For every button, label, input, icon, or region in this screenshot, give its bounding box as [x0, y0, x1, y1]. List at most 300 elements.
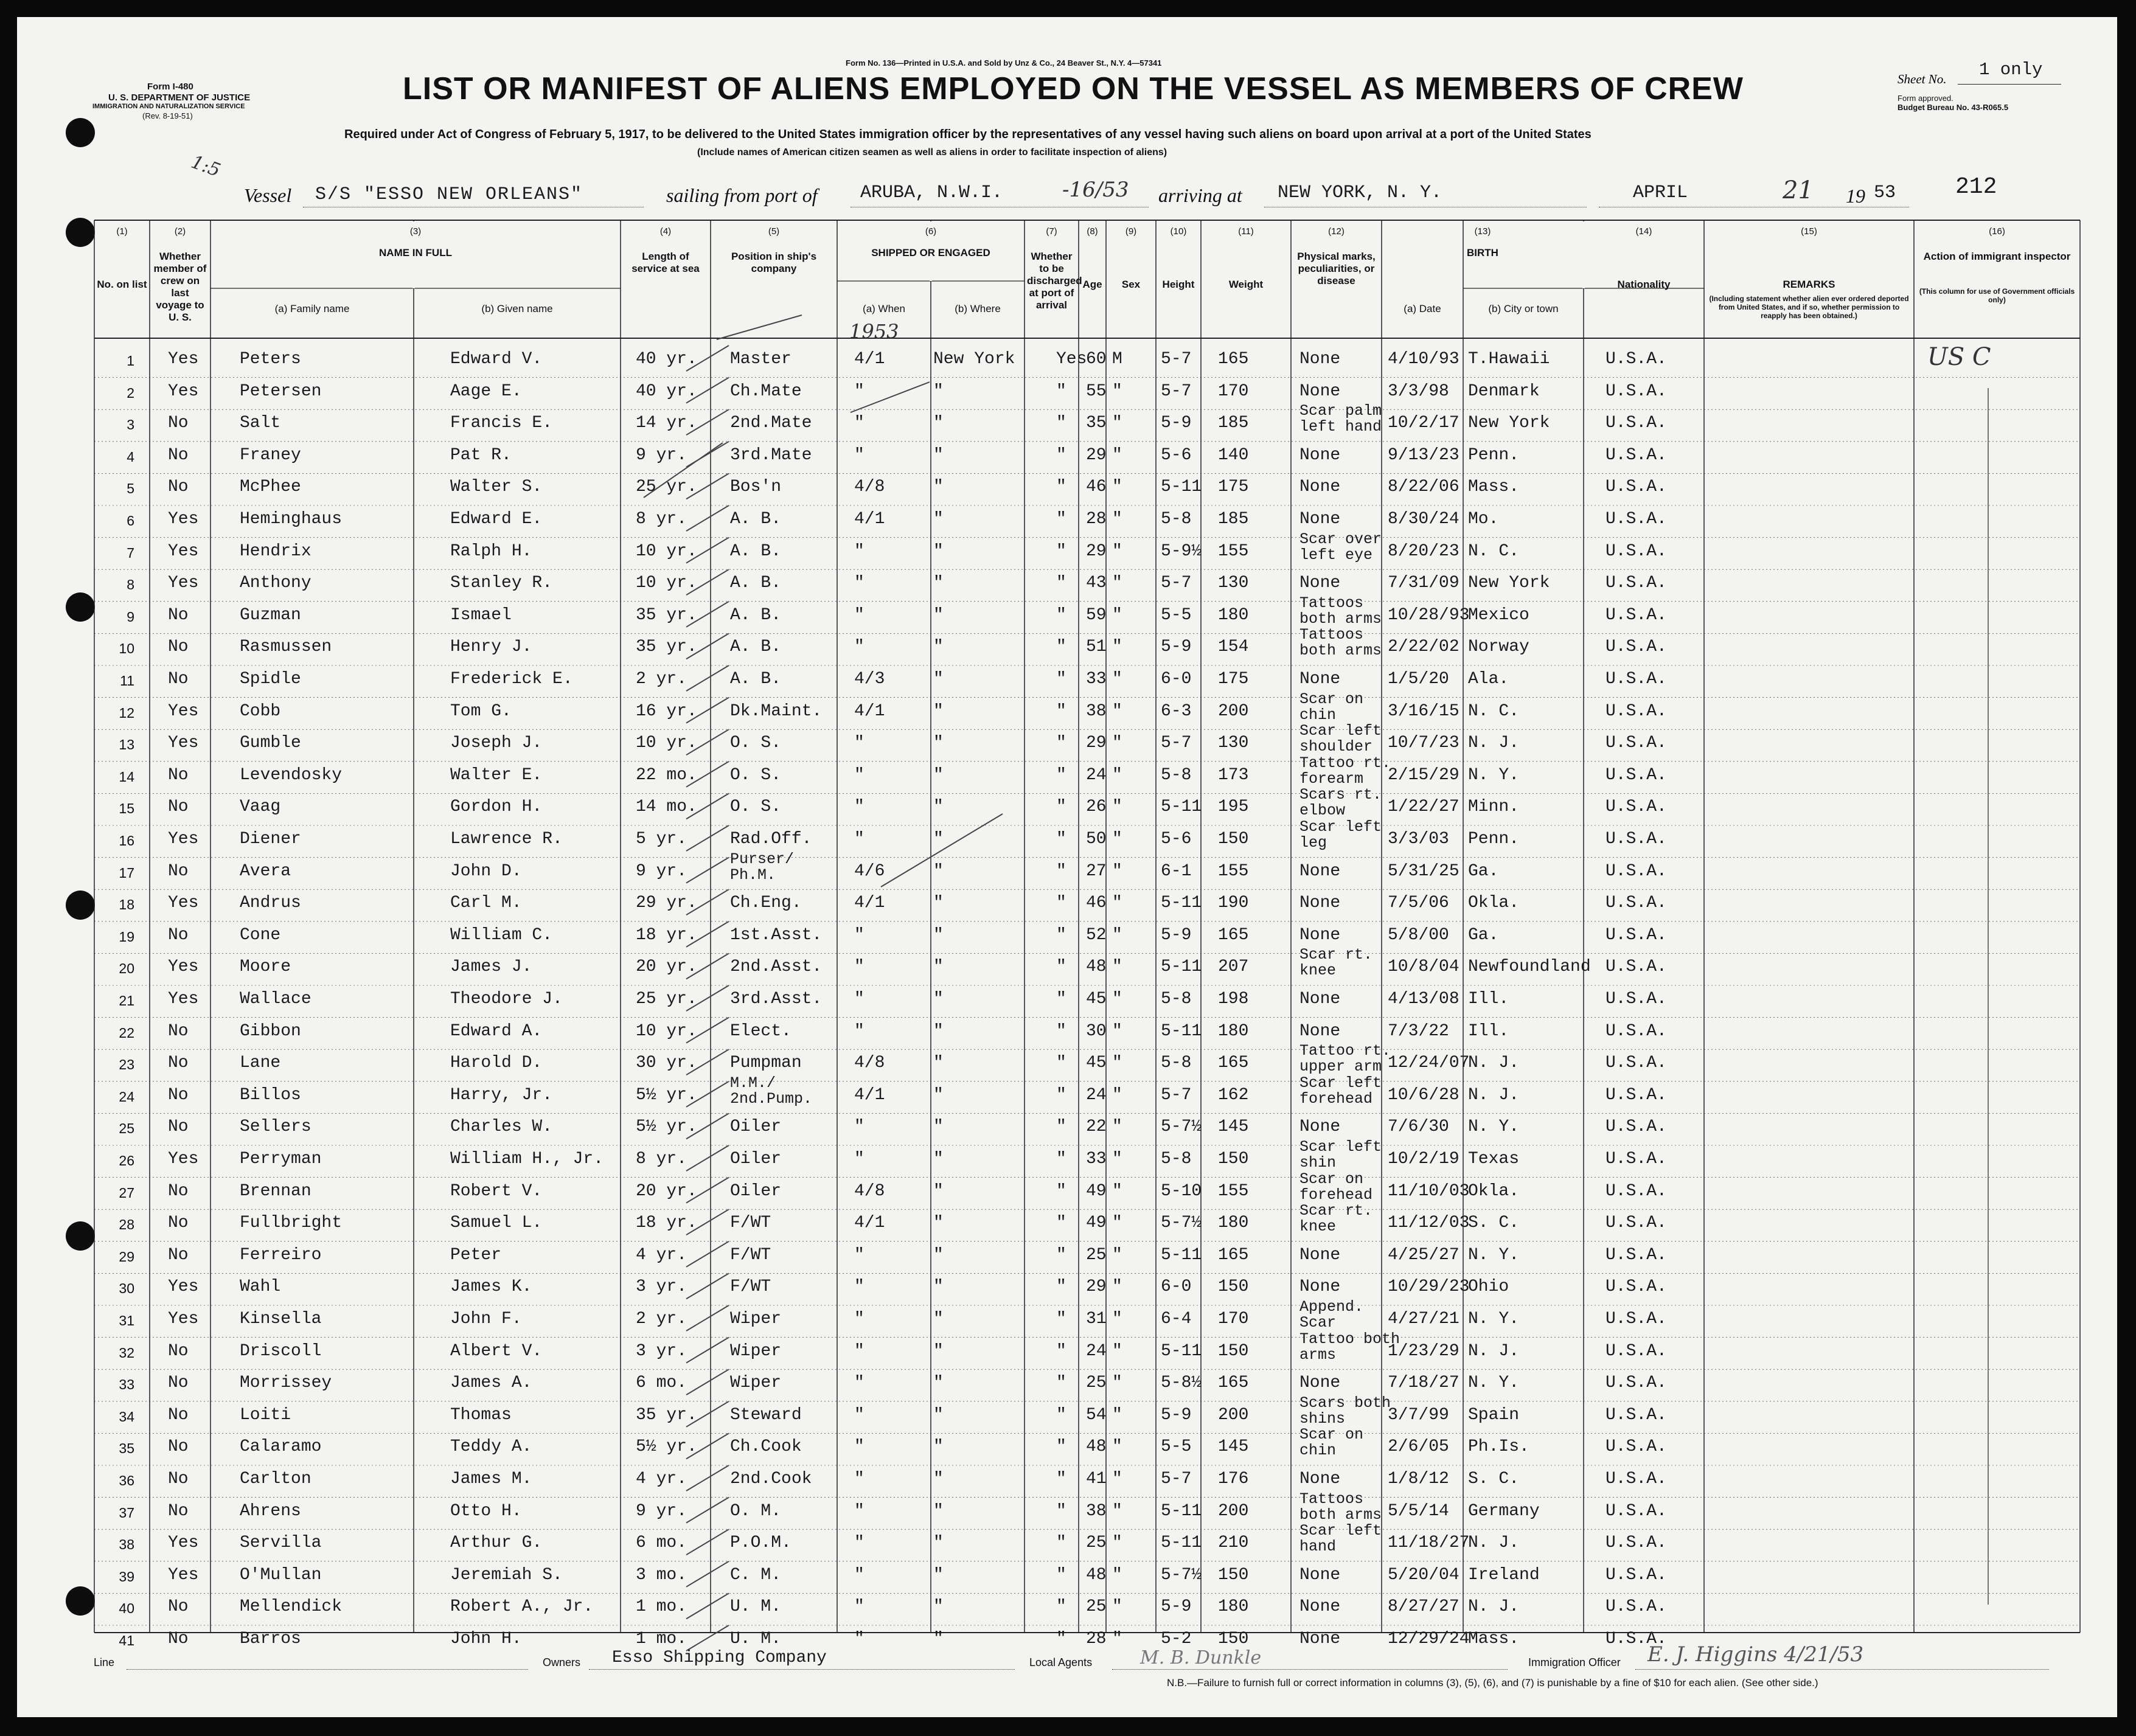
column-label: Action of immigrant inspector [1923, 251, 2071, 262]
cell-sex: " [1112, 894, 1122, 913]
cell-discharge: " [1056, 1597, 1066, 1617]
cell-birth-date: 5/8/00 [1388, 925, 1449, 945]
cell-birth-city: N. J. [1468, 734, 1520, 753]
cell-discharge: Yes [1056, 350, 1087, 369]
cell-marks: Scar left forehead [1299, 1074, 1382, 1108]
sailing-label: sailing from port of [666, 184, 818, 206]
cell-given: Walter E. [450, 765, 543, 785]
cell-weight: 185 [1218, 510, 1249, 529]
cell-age: 33 [1086, 670, 1107, 689]
cell-where: " [933, 637, 944, 657]
cell-discharge: " [1056, 1501, 1066, 1521]
line-number: 14 [119, 768, 134, 785]
cell-when: 4/1 [854, 701, 885, 721]
cell-nationality: U.S.A. [1605, 574, 1667, 593]
cell-nationality: U.S.A. [1605, 414, 1667, 433]
cell-weight: 155 [1218, 541, 1249, 561]
cell-discharge: " [1056, 574, 1066, 593]
cell-nationality: U.S.A. [1605, 830, 1667, 849]
cell-age: 29 [1086, 445, 1107, 465]
cell-given: Edward E. [450, 510, 543, 529]
cell-height: 5-11 [1161, 1533, 1202, 1553]
owners-value: Esso Shipping Company [612, 1648, 827, 1667]
cell-sex: " [1112, 830, 1122, 849]
cell-birth-date: 10/2/17 [1388, 414, 1459, 433]
cell-discharge: " [1056, 1437, 1066, 1457]
cell-birth-date: 7/18/27 [1388, 1373, 1459, 1393]
cell-sex: " [1112, 1405, 1122, 1425]
cell-birth-city: Mexico [1468, 605, 1529, 625]
column-label: SHIPPED OR ENGAGED [871, 247, 990, 259]
cell-nationality: U.S.A. [1605, 1373, 1667, 1393]
cell-given: William H., Jr. [450, 1150, 604, 1168]
column-number: (9) [1125, 226, 1137, 237]
cell-marks: Scar on forehead [1299, 1170, 1373, 1204]
cell-age: 59 [1086, 605, 1107, 625]
cell-position: U. M. [730, 1630, 782, 1648]
cell-nationality: U.S.A. [1605, 1310, 1667, 1328]
cell-discharge: " [1056, 1213, 1066, 1233]
cell-prev: Yes [168, 830, 199, 849]
cell-position: 2nd.Asst. [730, 957, 823, 977]
column-sub-a: (a) Family name [274, 303, 350, 314]
check-mark [686, 665, 729, 691]
cell-birth-city: Penn. [1468, 830, 1520, 849]
cell-sex: " [1112, 957, 1122, 977]
cell-sex: " [1112, 541, 1122, 561]
footer-owners-label: Owners [543, 1656, 581, 1668]
cell-service: 35 yr. [636, 637, 697, 657]
cell-service: 22 mo. [636, 765, 697, 785]
check-mark [686, 1338, 729, 1363]
budget-bureau: Budget Bureau No. 43-R065.5 [1898, 103, 2009, 112]
cell-birth-date: 4/10/93 [1388, 350, 1459, 369]
cell-weight: 175 [1218, 670, 1249, 689]
cell-where: " [933, 765, 944, 785]
check-mark [686, 1561, 729, 1587]
cell-service: 25 yr. [636, 477, 697, 497]
cell-service: 9 yr. [636, 1501, 687, 1521]
check-mark [686, 1273, 729, 1299]
vessel-label: Vessel [244, 184, 292, 206]
cell-sex: " [1112, 925, 1122, 945]
cell-family: Perryman [240, 1150, 322, 1168]
cell-discharge: " [1056, 1470, 1066, 1488]
line-number: 6 [127, 513, 134, 529]
cell-prev: Yes [168, 381, 199, 401]
cell-age: 30 [1086, 1021, 1107, 1041]
cell-where: " [933, 1630, 944, 1648]
cell-family: Morrissey [240, 1373, 332, 1393]
cell-position: 1st.Asst. [730, 925, 823, 945]
cell-birth-city: Mass. [1468, 477, 1520, 497]
margin-note: 1:5 [188, 151, 223, 182]
cell-family: Calaramo [240, 1437, 322, 1457]
cell-marks: None [1299, 1373, 1341, 1393]
cell-birth-city: N. J. [1468, 1533, 1520, 1553]
cell-height: 6-4 [1161, 1310, 1192, 1328]
cell-nationality: U.S.A. [1605, 1630, 1667, 1648]
column-number: (16) [1989, 226, 2005, 237]
cell-marks: None [1299, 381, 1341, 401]
cell-where: " [933, 1245, 944, 1265]
cell-age: 46 [1086, 894, 1107, 913]
cell-birth-date: 8/30/24 [1388, 510, 1459, 529]
line-number: 8 [127, 577, 134, 593]
cell-prev: Yes [168, 574, 199, 593]
cell-prev: No [168, 1597, 189, 1617]
cell-birth-date: 2/22/02 [1388, 637, 1459, 657]
cell-weight: 210 [1218, 1533, 1249, 1553]
cell-weight: 165 [1218, 1245, 1249, 1265]
cell-when: " [854, 1597, 864, 1617]
column-label: Whether to be discharged at port of arrival [1027, 251, 1082, 311]
cell-birth-date: 2/15/29 [1388, 765, 1459, 785]
cell-age: 31 [1086, 1310, 1107, 1328]
cell-age: 38 [1086, 1501, 1107, 1521]
cell-family: Moore [240, 957, 291, 977]
cell-where: " [933, 990, 944, 1009]
line-number: 16 [119, 833, 134, 849]
column-label: No. on list [97, 279, 147, 290]
cell-position: 3rd.Mate [730, 445, 812, 465]
cell-sex: " [1112, 1437, 1122, 1457]
cell-family: Billos [240, 1085, 301, 1105]
cell-prev: Yes [168, 701, 199, 721]
sheet-value: 1 only [1979, 60, 2043, 80]
cell-position: O. S. [730, 765, 782, 785]
column-number: (15) [1801, 226, 1817, 237]
cell-birth-date: 5/31/25 [1388, 861, 1459, 881]
cell-discharge: " [1056, 381, 1066, 401]
line-underline [127, 1669, 528, 1670]
cell-weight: 198 [1218, 990, 1249, 1009]
cell-family: Wallace [240, 990, 311, 1009]
cell-sex: " [1112, 574, 1122, 593]
cell-service: 40 yr. [636, 350, 697, 369]
cell-position: A. B. [730, 670, 782, 689]
cell-height: 5-8 [1161, 990, 1192, 1009]
cell-age: 25 [1086, 1597, 1107, 1617]
cell-service: 18 yr. [636, 1213, 697, 1233]
cell-marks: Tattoos both arms [1299, 594, 1382, 628]
cell-family: Wahl [240, 1277, 281, 1297]
cell-birth-date: 8/20/23 [1388, 541, 1459, 561]
cell-where: " [933, 1437, 944, 1457]
cell-family: Loiti [240, 1405, 291, 1425]
cell-prev: Yes [168, 510, 199, 529]
cell-age: 29 [1086, 1277, 1107, 1297]
cell-marks: None [1299, 894, 1341, 913]
cell-service: 3 yr. [636, 1277, 687, 1297]
cell-discharge: " [1056, 477, 1066, 497]
cell-position: Oiler [730, 1150, 782, 1168]
cell-height: 5-5 [1161, 605, 1192, 625]
cell-prev: No [168, 861, 189, 881]
cell-discharge: " [1056, 1117, 1066, 1137]
cell-given: Joseph J. [450, 734, 543, 753]
cell-weight: 155 [1218, 861, 1249, 881]
cell-nationality: U.S.A. [1605, 1054, 1667, 1073]
cell-nationality: U.S.A. [1605, 541, 1667, 561]
cell-position: 2nd.Cook [730, 1470, 812, 1488]
cell-marks: Scar rt. knee [1299, 946, 1373, 980]
cell-position: A. B. [730, 510, 782, 529]
line-number: 5 [127, 481, 134, 497]
cell-birth-city: Ill. [1468, 990, 1509, 1009]
cell-position: Bos'n [730, 477, 782, 497]
cell-service: 1 mo. [636, 1630, 687, 1648]
line-number: 4 [127, 448, 134, 465]
cell-service: 29 yr. [636, 894, 697, 913]
column-number: (13) [1474, 226, 1491, 237]
cell-birth-date: 2/6/05 [1388, 1437, 1449, 1457]
cell-nationality: U.S.A. [1605, 637, 1667, 657]
cell-marks: None [1299, 1597, 1341, 1617]
cell-height: 5-10 [1161, 1181, 1202, 1201]
cell-service: 8 yr. [636, 510, 687, 529]
cell-family: Salt [240, 414, 281, 433]
column-number: (11) [1238, 226, 1254, 237]
cell-when: " [854, 1373, 864, 1393]
cell-sex: " [1112, 1150, 1122, 1168]
cell-service: 35 yr. [636, 605, 697, 625]
cell-nationality: U.S.A. [1605, 477, 1667, 497]
vessel-name: S/S "ESSO NEW ORLEANS" [315, 184, 583, 205]
cell-age: 29 [1086, 541, 1107, 561]
cell-birth-date: 7/6/30 [1388, 1117, 1449, 1137]
cell-height: 5-11 [1161, 1341, 1202, 1361]
cell-family: Anthony [240, 574, 311, 593]
cell-nationality: U.S.A. [1605, 605, 1667, 625]
line-number: 10 [119, 641, 134, 657]
cell-when: " [854, 1245, 864, 1265]
column-number: (6) [925, 226, 937, 237]
cell-height: 5-7½ [1161, 1213, 1202, 1233]
cell-marks: Scar on chin [1299, 1426, 1364, 1460]
cell-discharge: " [1056, 734, 1066, 753]
cell-family: Barros [240, 1630, 301, 1648]
cell-prev: Yes [168, 1310, 199, 1328]
cell-nationality: U.S.A. [1605, 1597, 1667, 1617]
cell-height: 5-8 [1161, 1150, 1192, 1168]
arrival-year: 53 [1874, 182, 1896, 203]
cell-discharge: " [1056, 830, 1066, 849]
cell-height: 5-7 [1161, 574, 1192, 593]
agents-signature: M. B. Dunkle [1140, 1647, 1262, 1668]
cell-when: 4/8 [854, 1054, 885, 1073]
cell-family: Driscoll [240, 1341, 322, 1361]
cell-age: 48 [1086, 1565, 1107, 1585]
form-id: Form I-480 [147, 82, 193, 92]
cell-position: 3rd.Asst. [730, 990, 823, 1009]
cell-position: Elect. [730, 1021, 791, 1041]
line-number: 28 [119, 1217, 134, 1233]
line-number: 30 [119, 1280, 134, 1297]
cell-age: 29 [1086, 734, 1107, 753]
cell-discharge: " [1056, 957, 1066, 977]
cell-discharge: " [1056, 1181, 1066, 1201]
cell-prev: Yes [168, 1565, 199, 1585]
cell-when: " [854, 925, 864, 945]
cell-when: " [854, 574, 864, 593]
cell-family: Heminghaus [240, 510, 343, 529]
cell-age: 33 [1086, 1150, 1107, 1168]
cell-where: " [933, 925, 944, 945]
cell-marks: Scar left shin [1299, 1138, 1382, 1172]
cell-service: 10 yr. [636, 574, 697, 593]
column-sub-b: (b) Given name [481, 303, 553, 314]
cell-discharge: " [1056, 990, 1066, 1009]
cell-where: " [933, 1597, 944, 1617]
cell-discharge: " [1056, 925, 1066, 945]
cell-position: Wiper [730, 1341, 782, 1361]
cell-where: " [933, 541, 944, 561]
cell-family: Rasmussen [240, 637, 332, 657]
cell-weight: 150 [1218, 1150, 1249, 1168]
cell-birth-date: 1/8/12 [1388, 1470, 1449, 1488]
cell-given: James M. [450, 1470, 532, 1488]
cell-nationality: U.S.A. [1605, 701, 1667, 721]
cell-birth-date: 5/5/14 [1388, 1501, 1449, 1521]
cell-birth-city: Ohio [1468, 1277, 1509, 1297]
cell-discharge: " [1056, 1373, 1066, 1393]
cell-when: 4/8 [854, 477, 885, 497]
hand-note: -16/53 [1062, 178, 1129, 202]
cell-when: " [854, 1405, 864, 1425]
cell-where: " [933, 1117, 944, 1137]
cell-when: " [854, 1437, 864, 1457]
cell-weight: 180 [1218, 1021, 1249, 1041]
departure-port: ARUBA, N.W.I. [860, 182, 1003, 203]
cell-birth-city: N. J. [1468, 1054, 1520, 1073]
cell-service: 10 yr. [636, 734, 697, 753]
cell-birth-date: 8/22/06 [1388, 477, 1459, 497]
cell-birth-city: Ph.Is. [1468, 1437, 1529, 1457]
column-number: (10) [1170, 226, 1187, 237]
cell-where: " [933, 797, 944, 817]
cell-service: 20 yr. [636, 957, 697, 977]
column-label: Whether member of crew on last voyage to U. S. [153, 251, 207, 323]
column-number: (12) [1328, 226, 1345, 237]
column-number: (1) [116, 226, 128, 237]
cell-sex: " [1112, 1117, 1122, 1137]
cell-position: Oiler [730, 1117, 782, 1137]
cell-given: Otto H. [450, 1501, 522, 1521]
cell-discharge: " [1056, 1277, 1066, 1297]
cell-position: Ch.Eng. [730, 894, 802, 913]
page-title: LIST OR MANIFEST OF ALIENS EMPLOYED ON THE VESSEL AS MEMBERS OF CREW [403, 71, 1744, 106]
cell-age: 52 [1086, 925, 1107, 945]
cell-height: 5-9 [1161, 1597, 1192, 1617]
cell-prev: No [168, 1341, 189, 1361]
cell-given: William C. [450, 925, 553, 945]
cell-discharge: " [1056, 1565, 1066, 1585]
cell-family: Levendosky [240, 765, 343, 785]
cell-position: Ch.Cook [730, 1437, 802, 1457]
column-label: REMARKS [1783, 279, 1835, 290]
cell-prev: No [168, 1373, 189, 1393]
column-note: (This column for use of Government officials only) [1919, 287, 2075, 304]
cell-marks: None [1299, 350, 1341, 369]
cell-sex: " [1112, 1630, 1122, 1648]
cell-service: 3 mo. [636, 1565, 687, 1585]
cell-service: 10 yr. [636, 541, 697, 561]
cell-height: 5-11 [1161, 477, 1202, 497]
cell-height: 6-0 [1161, 670, 1192, 689]
cell-position: A. B. [730, 541, 782, 561]
cell-position: Dk.Maint. [730, 701, 823, 721]
cell-discharge: " [1056, 1630, 1066, 1648]
cell-height: 6-3 [1161, 701, 1192, 721]
footer-agents-label: Local Agents [1029, 1656, 1093, 1668]
cell-position: A. B. [730, 574, 782, 593]
cell-sex: " [1112, 1213, 1122, 1233]
cell-birth-city: N. Y. [1468, 1245, 1520, 1265]
cell-birth-date: 4/13/08 [1388, 990, 1459, 1009]
cell-when: " [854, 765, 864, 785]
cell-marks: None [1299, 510, 1341, 529]
cell-sex: " [1112, 734, 1122, 753]
cell-position: O. M. [730, 1501, 782, 1521]
cell-prev: No [168, 1213, 189, 1233]
cell-age: 49 [1086, 1181, 1107, 1201]
cell-birth-city: N. Y. [1468, 1117, 1520, 1137]
cell-given: Arthur G. [450, 1533, 543, 1553]
cell-sex: " [1112, 637, 1122, 657]
cell-birth-date: 1/5/20 [1388, 670, 1449, 689]
cell-service: 2 yr. [636, 1310, 687, 1328]
cell-where: " [933, 670, 944, 689]
cell-weight: 173 [1218, 765, 1249, 785]
cell-birth-city: Penn. [1468, 445, 1520, 465]
cell-discharge: " [1056, 1245, 1066, 1265]
cell-where: " [933, 1054, 944, 1073]
cell-position: A. B. [730, 637, 782, 657]
cell-sex: " [1112, 1021, 1122, 1041]
cell-given: Jeremiah S. [450, 1565, 563, 1585]
cell-sex: M [1112, 350, 1122, 369]
cell-birth-date: 8/27/27 [1388, 1597, 1459, 1617]
cell-birth-date: 10/8/04 [1388, 957, 1459, 977]
cell-sex: " [1112, 990, 1122, 1009]
cell-marks: Scar left shoulder [1299, 722, 1382, 756]
cell-sex: " [1112, 510, 1122, 529]
column-sub-b: (b) City or town [1488, 303, 1559, 314]
cell-age: 50 [1086, 830, 1107, 849]
officer-underline [1635, 1669, 2049, 1670]
cell-where: " [933, 861, 944, 881]
cell-age: 54 [1086, 1405, 1107, 1425]
cell-age: 45 [1086, 990, 1107, 1009]
cell-when: " [854, 1341, 864, 1361]
cell-service: 4 yr. [636, 1245, 687, 1265]
cell-position: O. S. [730, 734, 782, 753]
cell-position: A. B. [730, 605, 782, 625]
cell-birth-date: 1/22/27 [1388, 797, 1459, 817]
cell-age: 25 [1086, 1533, 1107, 1553]
cell-given: John H. [450, 1630, 522, 1648]
column-note: (Including statement whether alien ever ordered deported from United States, and if so, whether permission to reapply has been obtained.) [1709, 294, 1909, 320]
cell-where: " [933, 381, 944, 401]
cell-weight: 176 [1218, 1470, 1249, 1488]
cell-given: James K. [450, 1277, 532, 1297]
column-label: Age [1082, 279, 1102, 290]
cell-marks: Tattoos both arms [1299, 1490, 1382, 1524]
line-number: 3 [127, 417, 134, 433]
column-label: Weight [1228, 279, 1264, 290]
cell-nationality: U.S.A. [1605, 734, 1667, 753]
